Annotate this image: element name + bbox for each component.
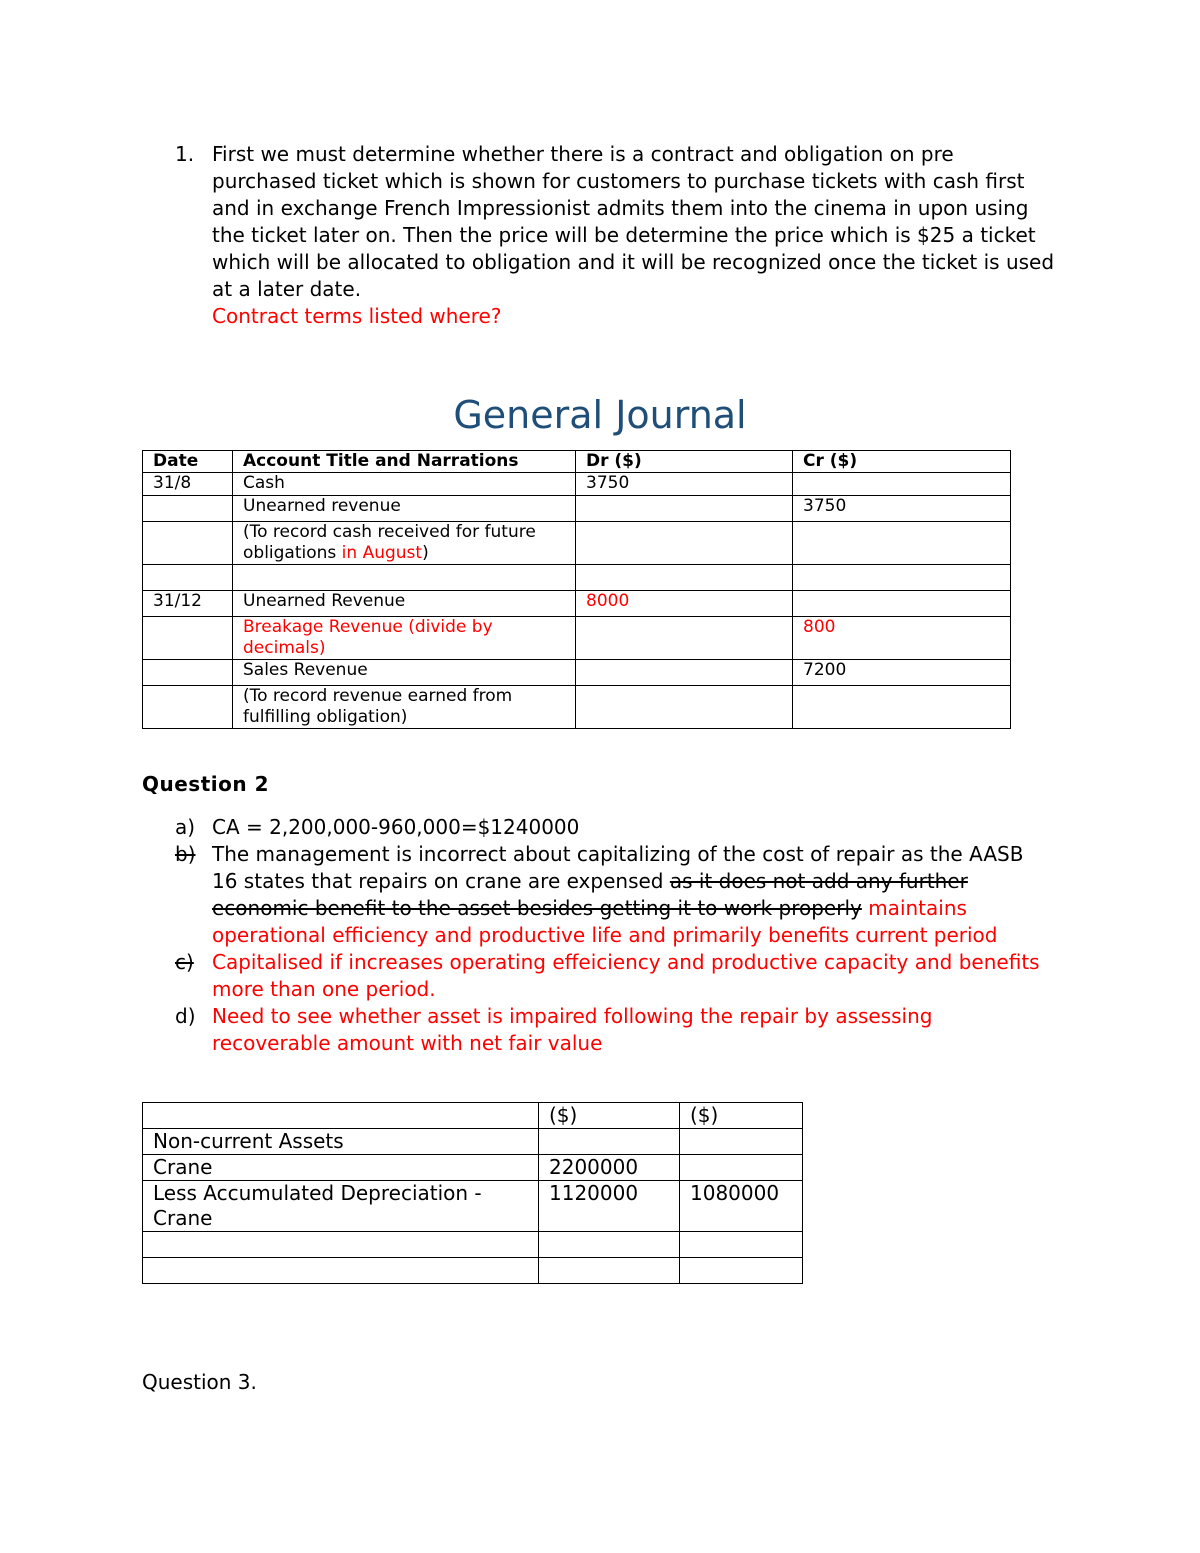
table-row xyxy=(143,1181,803,1232)
cell-label xyxy=(143,1258,539,1284)
header-amount: ($) xyxy=(680,1103,803,1129)
cell-value xyxy=(680,1258,803,1284)
cell-value: 1120000 xyxy=(539,1181,680,1232)
cell-date xyxy=(143,617,233,660)
table-row xyxy=(143,1258,803,1284)
table-row xyxy=(143,591,1011,617)
question-2-heading: Question 2 xyxy=(142,772,269,796)
table-row xyxy=(143,565,1011,591)
cell-date: 31/12 xyxy=(143,591,233,617)
table-row xyxy=(143,1232,803,1258)
cell-label: Crane xyxy=(143,1155,539,1181)
table-row xyxy=(143,1129,803,1155)
question-1 xyxy=(175,141,1055,330)
cell-dr xyxy=(576,617,793,660)
answer-text: The management is incorrect about capitalizing of the cost of repair as the AASB 16 states that repairs on crane are expensed xyxy=(212,842,1024,893)
cell-value xyxy=(680,1232,803,1258)
cell-dr xyxy=(576,565,793,591)
table-row xyxy=(143,660,1011,686)
cell-cr: 7200 xyxy=(793,660,1011,686)
header-dr: Dr ($) xyxy=(576,451,793,473)
cell-cr: 800 xyxy=(793,617,1011,660)
question-3-heading: Question 3. xyxy=(142,1370,257,1394)
narration-text: (To record cash received for future obligations xyxy=(243,522,536,563)
cell-date xyxy=(143,496,233,522)
cell-date xyxy=(143,565,233,591)
header-cr: Cr ($) xyxy=(793,451,1011,473)
table-row xyxy=(143,496,1011,522)
question-2-list xyxy=(175,814,1045,1057)
cell-account: Unearned Revenue xyxy=(233,591,576,617)
header-amount: ($) xyxy=(539,1103,680,1129)
cell-value xyxy=(539,1232,680,1258)
answer-c xyxy=(175,949,1045,1003)
question-1-body xyxy=(212,141,1055,330)
answer-b xyxy=(175,841,1045,949)
table-row xyxy=(143,686,1011,729)
cell-dr xyxy=(576,660,793,686)
cell-dr xyxy=(576,522,793,565)
table-header-row xyxy=(143,451,1011,473)
question-1-comment: Contract terms listed where? xyxy=(212,304,502,328)
question-1-text: First we must determine whether there is a contract and obligation on pre purchased ticket which is shown for customers to purchase tickets with cash first and in exchange French Impressionist admits them into the cinema in upon using the ticket later on. Then the price will be determine the price which is $25 a ticket which will be allocated to obligation and it will be recognized once the ticket is used at a later date. xyxy=(212,142,1055,301)
header-account: Account Title and Narrations xyxy=(233,451,576,473)
cell-dr xyxy=(576,496,793,522)
cell-account xyxy=(233,522,576,565)
annotation-text: maintains operational efficiency and productive life and primarily benefits current period xyxy=(212,896,998,947)
table-row xyxy=(143,473,1011,496)
cell-account: Unearned revenue xyxy=(233,496,576,522)
general-journal-table xyxy=(142,450,1011,729)
struck-text: as it does not add any further economic benefit to the asset besides getting it to work properly xyxy=(212,869,968,920)
cell-value xyxy=(680,1155,803,1181)
journal-title: General Journal xyxy=(453,393,747,437)
narration-tail: ) xyxy=(422,543,429,563)
cell-cr xyxy=(793,522,1011,565)
cell-cr xyxy=(793,591,1011,617)
header-blank xyxy=(143,1103,539,1129)
cell-label: Less Accumulated Depreciation - Crane xyxy=(143,1181,539,1232)
answer-a xyxy=(175,814,1045,841)
answer-label: c) xyxy=(175,950,194,974)
cell-date xyxy=(143,686,233,729)
cell-account: Breakage Revenue (divide by decimals) xyxy=(233,617,576,660)
answer-label: a) xyxy=(175,815,196,839)
answer-d xyxy=(175,1003,1045,1057)
cell-cr xyxy=(793,473,1011,496)
cell-dr: 8000 xyxy=(576,591,793,617)
cell-label xyxy=(143,1232,539,1258)
narration-annotation: in August xyxy=(341,543,423,563)
table-row xyxy=(143,617,1011,660)
cell-value xyxy=(539,1129,680,1155)
cell-cr: 3750 xyxy=(793,496,1011,522)
cell-account: (To record revenue earned from fulfilling obligation) xyxy=(233,686,576,729)
cell-date xyxy=(143,660,233,686)
cell-account xyxy=(233,565,576,591)
table-row xyxy=(143,522,1011,565)
answer-text: CA = 2,200,000-960,000=$1240000 xyxy=(212,815,580,839)
cell-date xyxy=(143,522,233,565)
answer-label: b) xyxy=(175,842,196,866)
answer-label: d) xyxy=(175,1004,196,1028)
cell-value xyxy=(539,1258,680,1284)
annotation-text: Capitalised if increases operating effeiciency and productive capacity and benefits more than one period. xyxy=(212,950,1040,1001)
balance-sheet-table xyxy=(142,1102,803,1284)
cell-value: 2200000 xyxy=(539,1155,680,1181)
header-date: Date xyxy=(143,451,233,473)
cell-dr: 3750 xyxy=(576,473,793,496)
list-number: 1. xyxy=(175,142,195,166)
cell-date: 31/8 xyxy=(143,473,233,496)
cell-value xyxy=(680,1129,803,1155)
cell-value: 1080000 xyxy=(680,1181,803,1232)
cell-cr xyxy=(793,565,1011,591)
annotation-text: Need to see whether asset is impaired following the repair by assessing recoverable amount with net fair value xyxy=(212,1004,933,1055)
table-row xyxy=(143,1155,803,1181)
cell-account: Cash xyxy=(233,473,576,496)
cell-label: Non-current Assets xyxy=(143,1129,539,1155)
cell-cr xyxy=(793,686,1011,729)
cell-account: Sales Revenue xyxy=(233,660,576,686)
cell-dr xyxy=(576,686,793,729)
table-header-row xyxy=(143,1103,803,1129)
